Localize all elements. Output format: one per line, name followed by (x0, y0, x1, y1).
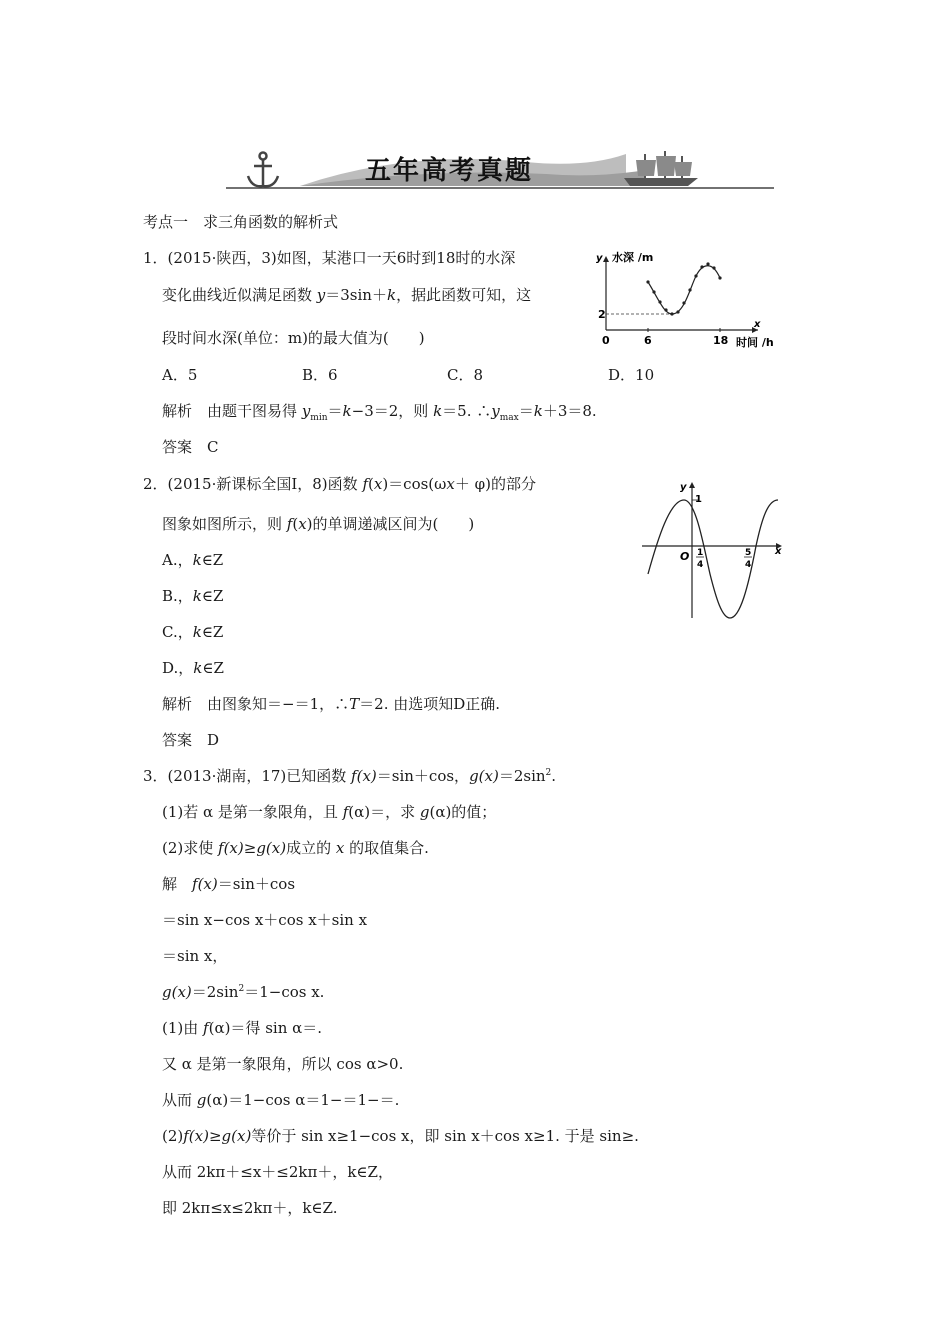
anchor-icon (248, 153, 278, 187)
q1-stem-line1: 1．(2015·陕西，3)如图，某港口一天6时到18时的水深 (143, 249, 516, 267)
q1-fig-xlabel: 时间 /h (736, 336, 774, 349)
q2-cosine-graph (640, 478, 788, 626)
q2-option-a: A.，k∈Z (162, 551, 224, 569)
q1-stem-line3: 段时间水深(单位：m)的最大值为( ) (162, 329, 425, 347)
q2-option-d: D.，k∈Z (162, 659, 224, 677)
q3-part1: (1)若 α 是第一象限角，且 f(α)＝，求 g(α)的值； (162, 803, 497, 821)
q3-solution-line6: 又 α 是第一象限角，所以 cos α>0. (162, 1055, 404, 1073)
q2-fig-frac1-den: 4 (697, 560, 704, 570)
q2-fig-ytick: 1 (695, 494, 702, 505)
sailing-ship-icon (624, 151, 698, 186)
q1-stem-line2: 变化曲线近似满足函数 y＝3sin＋k，据此函数可知，这 (162, 286, 532, 304)
q1-option-c: C．8 (447, 366, 484, 384)
q3-solution-line5: (1)由 f(α)＝得 sin α＝. (162, 1019, 323, 1037)
q2-fig-y-axis-label: y (680, 482, 687, 493)
q3-solution-line4: $g(x)=2\sin^2=1-\cos$ x. (162, 983, 325, 1001)
q1-fig-x-axis-label: x (754, 319, 761, 330)
q3-stem: 3．(2013·湖南，17)已知函数 f(x)＝sin＋cos，$g(x)=2\sin^2$. (143, 767, 557, 785)
q2-fig-frac2-den: 4 (745, 560, 752, 570)
q1-fig-origin: 0 (602, 334, 610, 347)
q2-option-b: B.，k∈Z (162, 587, 224, 605)
q1-fig-xtick-18: 18 (713, 334, 729, 347)
q2-stem-line1: 2．(2015·新课标全国Ⅰ，8)函数 f(x)＝cos(ωx＋ φ)的部分 (143, 475, 536, 493)
q3-solution-line1: 解 f(x)＝sin＋cos (162, 875, 296, 893)
q1-option-a: A．5 (162, 366, 198, 384)
q2-fig-frac2-num: 5 (745, 548, 752, 558)
q3-solution-line7: 从而 g(α)＝1−cos α＝1−＝1−＝. (162, 1091, 400, 1109)
q2-fig-x-axis-label: x (775, 546, 782, 557)
q2-answer: 答案 D (162, 731, 220, 749)
q2-stem-line2: 图象如图所示，则 f(x)的单调递减区间为( ) (162, 515, 475, 533)
banner-title: 五年高考真题 (365, 156, 534, 186)
q3-solution-line8: (2)f(x)≥g(x)等价于 sin x≥1−cos x，即 sin x＋cos x≥1. 于是 sin≥. (162, 1127, 639, 1145)
q3-solution-line2: ＝sin x−cos x＋cos x＋sin x (162, 911, 368, 929)
q1-fig-ytick: 2 (598, 308, 606, 321)
q2-option-c: C.，k∈Z (162, 623, 224, 641)
q2-fig-origin: O (680, 550, 690, 563)
q1-water-depth-graph (592, 248, 788, 358)
q1-fig-ylabel: 水深 /m (612, 251, 654, 264)
q1-fig-xtick-6: 6 (644, 334, 652, 347)
q3-part2: (2)求使 f(x)≥g(x)成立的 x 的取值集合. (162, 839, 429, 857)
q3-solution-line10: 即 2kπ≤x≤2kπ＋，k∈Z. (162, 1199, 338, 1217)
q2-solution: 解析 由图象知＝−＝1，∴T＝2. 由选项知D正确. (162, 695, 501, 713)
q2-fig-frac1-num: 1 (697, 548, 704, 558)
q1-fig-y-axis-label: y (596, 253, 603, 264)
section-heading: 考点一 求三角函数的解析式 (143, 213, 339, 231)
q1-option-d: D．10 (608, 366, 655, 384)
q1-solution: 解析 由题干图易得 $y_{min}=k-3=2$，则 k＝5. $\therefore y_{max}=k+3=8$. (162, 402, 597, 423)
q3-solution-line9: 从而 2kπ＋≤x＋≤2kπ＋，k∈Z， (162, 1163, 393, 1181)
q1-answer: 答案 C (162, 438, 219, 456)
q1-option-b: B．6 (302, 366, 338, 384)
q3-solution-line3: ＝sin x， (162, 947, 228, 965)
